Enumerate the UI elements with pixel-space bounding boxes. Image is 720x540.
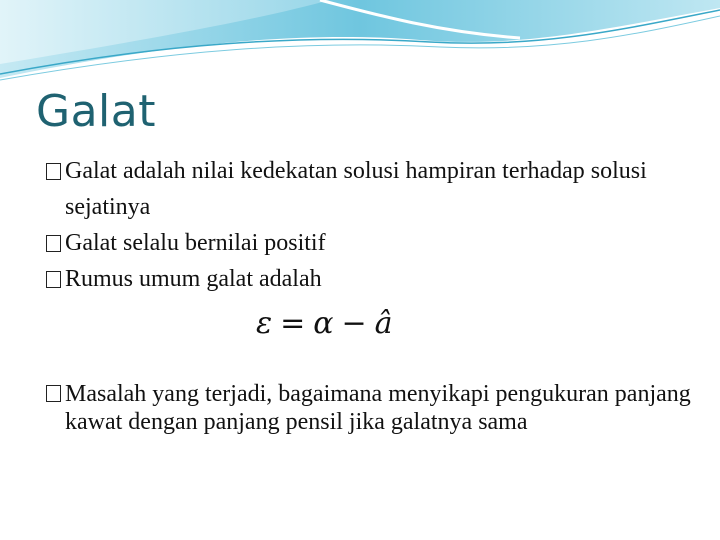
bullet-box-icon	[46, 235, 61, 252]
bullet-item	[46, 153, 696, 225]
header-wave-banner	[0, 0, 720, 90]
formula-equals: =	[280, 306, 308, 341]
bullet-box-icon	[46, 271, 61, 288]
bullet-text: Galat adalah nilai kedekatan solusi hampiran terhadap solusi sejatinya	[65, 158, 647, 220]
bullet-item	[46, 261, 696, 297]
slide-title: Galat	[36, 86, 156, 137]
bullet-list	[46, 153, 696, 297]
formula-alpha: α	[313, 306, 336, 341]
formula-minus: −	[341, 306, 369, 341]
formula-epsilon: ε	[256, 306, 275, 341]
error-formula	[256, 306, 395, 341]
bullet-box-icon	[46, 163, 61, 180]
bullet-item	[46, 380, 696, 436]
bullet-box-icon	[46, 385, 61, 402]
bullet-text: Masalah yang terjadi, bagaimana menyikapi pengukuran panjang kawat dengan panjang pensil jika galatnya sama	[65, 381, 691, 435]
bullet-text: Galat selalu bernilai positif	[65, 230, 326, 256]
bullet-list-2	[46, 380, 696, 436]
bullet-item	[46, 225, 696, 261]
formula-a-hat: â	[374, 306, 395, 341]
bullet-text: Rumus umum galat adalah	[65, 266, 322, 292]
